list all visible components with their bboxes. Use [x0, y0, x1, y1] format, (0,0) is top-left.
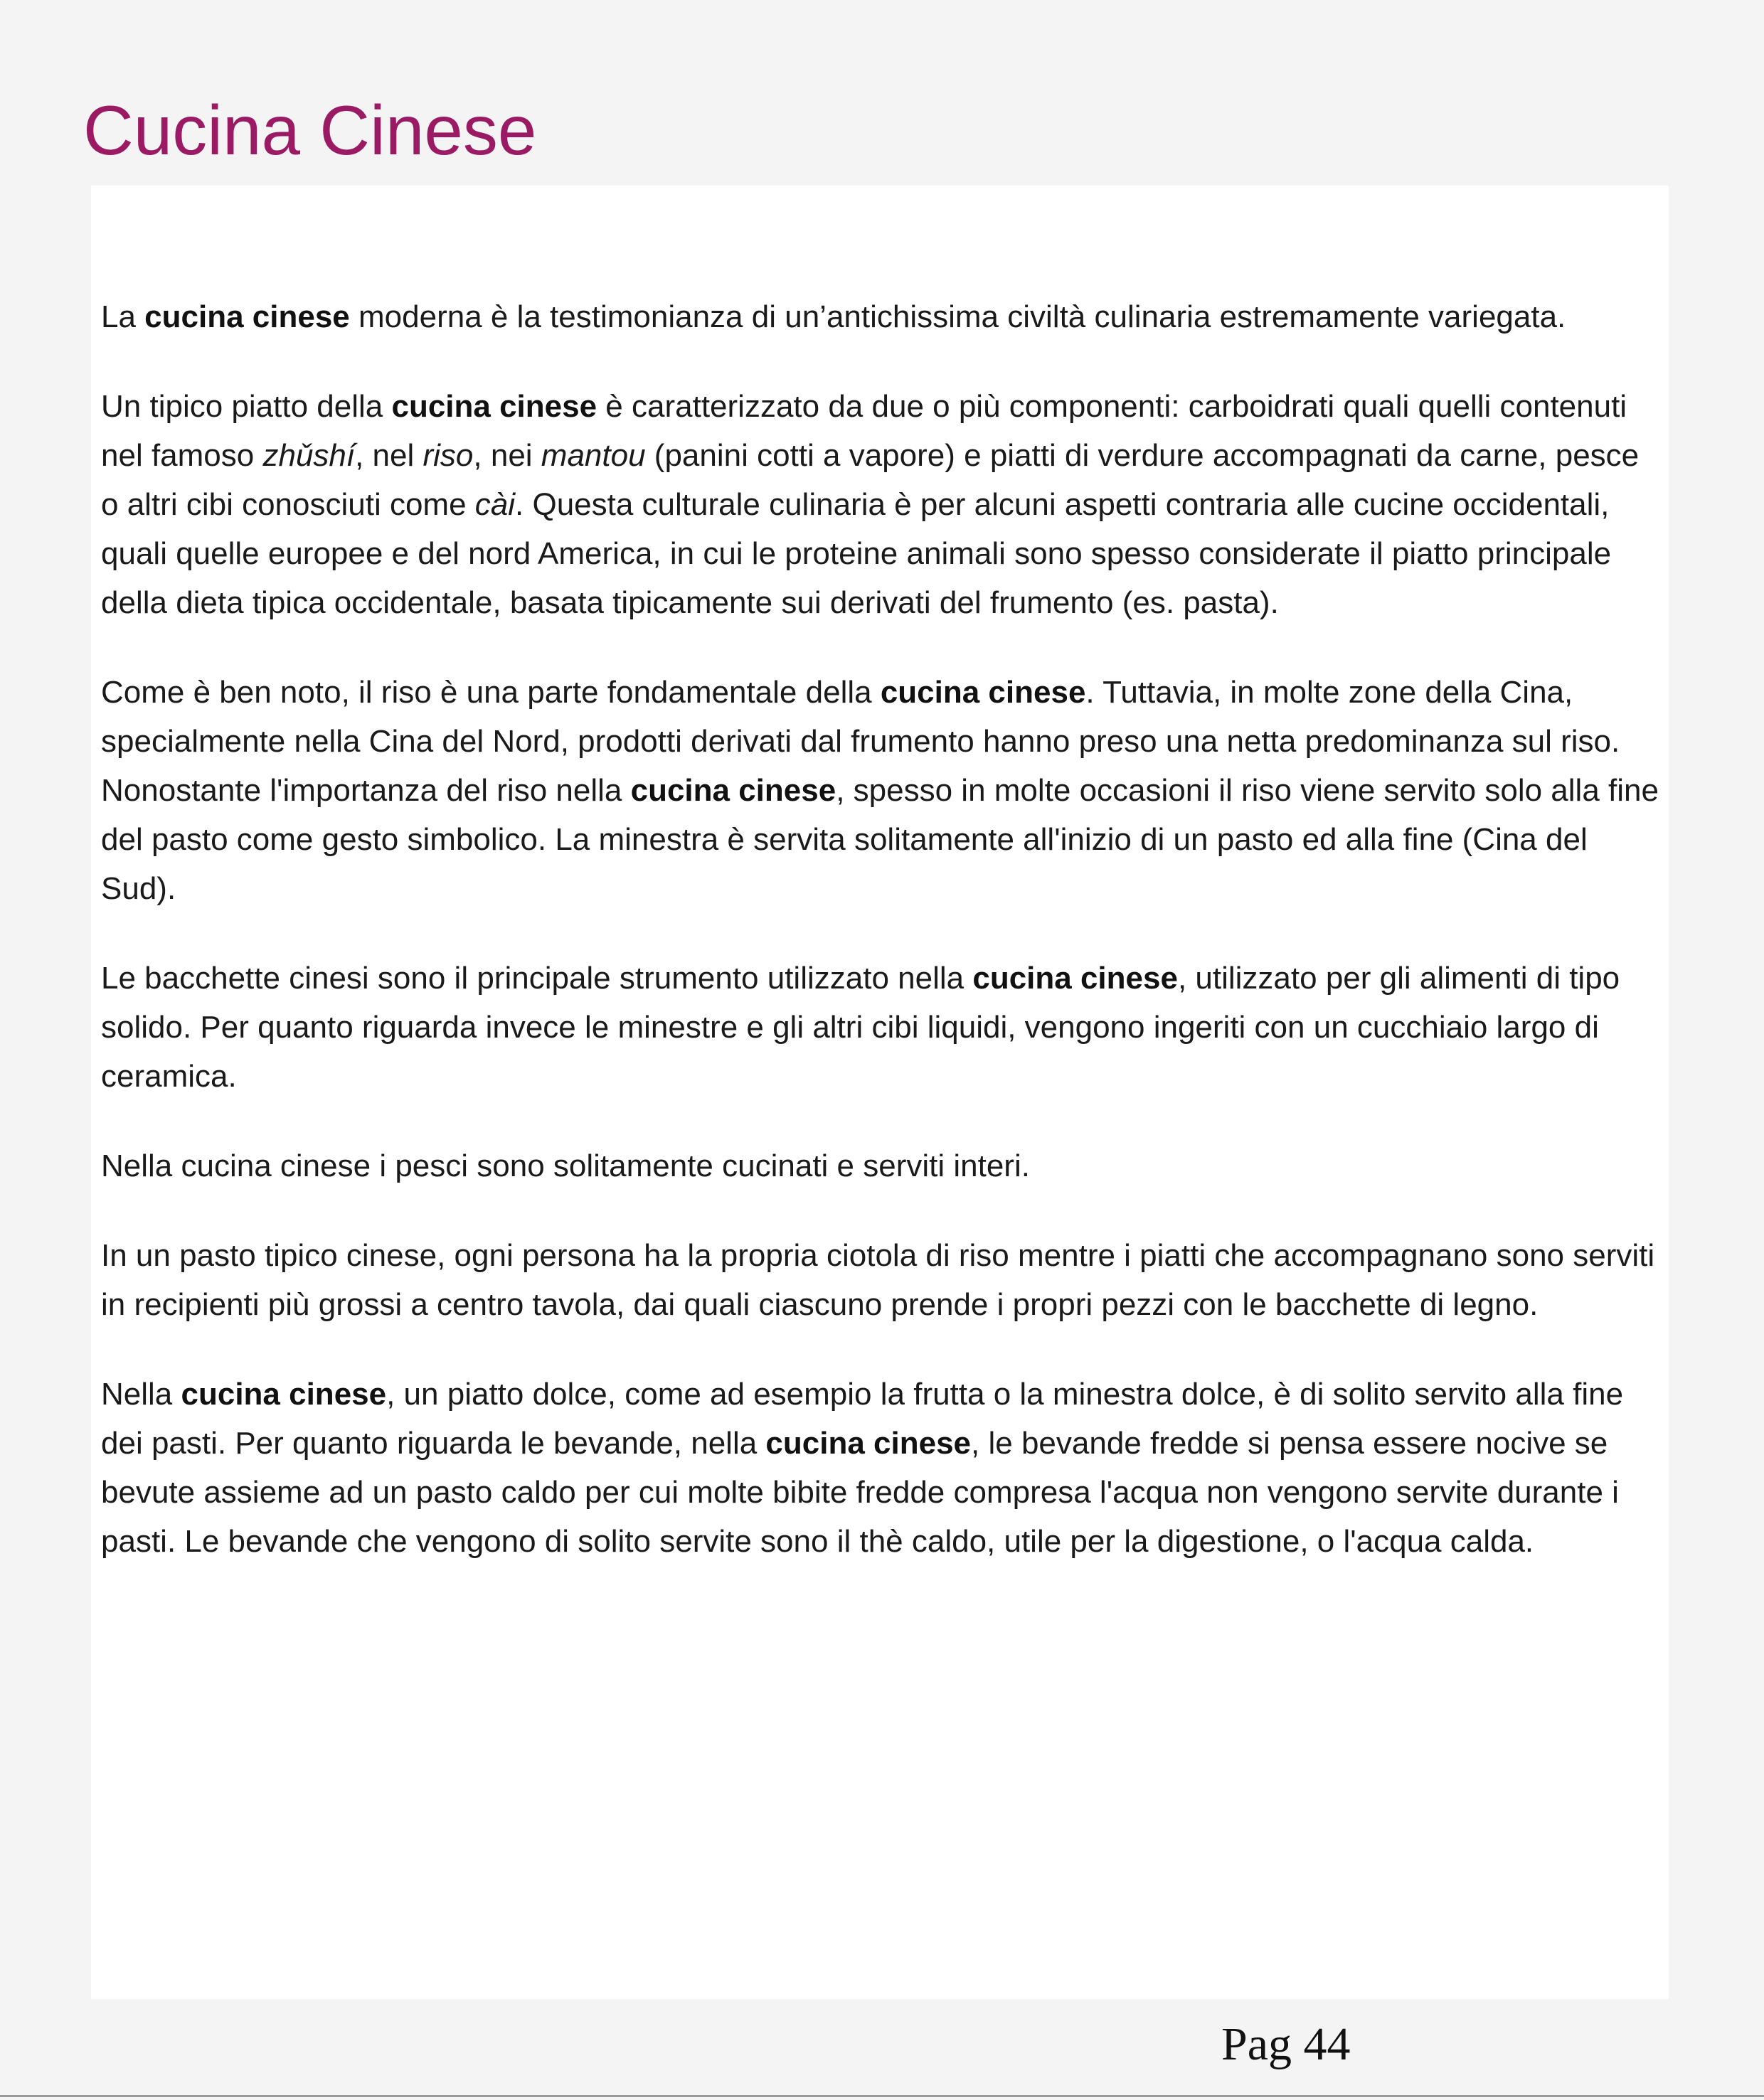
bold-term: cucina cinese: [880, 675, 1086, 710]
text-run: , le bevande fredde si pensa essere nocive se bevute assieme ad un pasto caldo per cui molte bibite fredde compresa l'acqua non vengono servite durante i pasti. Le bevande che vengono di solito servite sono il thè caldo, utile per la digestione, o l'acqua calda.: [101, 1426, 1619, 1559]
bold-term: cucina cinese: [765, 1426, 972, 1461]
bold-term: cucina cinese: [391, 389, 597, 424]
italic-term: mantou: [541, 438, 646, 473]
italic-term: cài: [474, 487, 516, 522]
paragraph: [101, 1231, 1663, 1329]
bold-term: cucina cinese: [630, 773, 836, 808]
text-run: Come è ben noto, il riso è una parte fondamentale della: [101, 675, 881, 710]
text-run: La: [101, 299, 145, 334]
text-run: Le bacchette cinesi sono il principale strumento utilizzato nella: [101, 961, 973, 996]
text-run: , nei: [473, 438, 541, 473]
text-run: moderna è la testimonianza di un’antichissima civiltà culinaria estremamente variegata.: [349, 299, 1566, 334]
text-run: Nella cucina cinese i pesci sono solitamente cucinati e serviti interi.: [101, 1148, 1030, 1183]
text-run: , nel: [355, 438, 423, 473]
paragraph: [101, 954, 1663, 1101]
page-title: Cucina Cinese: [83, 91, 537, 169]
bold-term: cucina cinese: [972, 961, 1178, 996]
italic-term: riso: [423, 438, 474, 473]
text-run: , utilizzato per gli alimenti di tipo solido. Per quanto riguarda invece le minestre e gli altri cibi liquidi, vengono ingeriti con un cucchiaio largo di ceramica.: [101, 961, 1620, 1094]
paragraph: [101, 1141, 1663, 1190]
bold-term: cucina cinese: [144, 299, 350, 334]
paragraph: [101, 382, 1663, 627]
bottom-rule: [0, 2095, 1764, 2097]
content-box: [91, 186, 1669, 1999]
text-run: . Tuttavia, in molte zone della Cina, specialmente nella Cina del Nord, prodotti derivati dal frumento hanno preso una netta predominanza sul riso. Nonostante l'importanza del riso nella: [101, 675, 1620, 808]
text-run: , un piatto dolce, come ad esempio la frutta o la minestra dolce, è di solito servito alla fine dei pasti. Per quanto riguarda le bevande, nella: [101, 1377, 1624, 1461]
text-run: Nella: [101, 1377, 181, 1412]
paragraph: [101, 1370, 1663, 1566]
text-run: è caratterizzato da due o più componenti: carboidrati quali quelli contenuti nel famoso: [101, 389, 1627, 473]
text-run: (panini cotti a vapore) e piatti di verdure accompagnati da carne, pesce o altri cibi conosciuti come: [101, 438, 1640, 522]
text-run: In un pasto tipico cinese, ogni persona ha la propria ciotola di riso mentre i piatti che accompagnano sono serviti in recipienti più grossi a centro tavola, dai quali ciascuno prende i propri pezzi con le bacchette di legno.: [101, 1238, 1655, 1322]
paragraph: [101, 292, 1663, 341]
article-body: [101, 292, 1663, 1606]
italic-term: zhǔshí: [262, 438, 356, 473]
text-run: Un tipico piatto della: [101, 389, 392, 424]
page-number: Pag 44: [1221, 2018, 1351, 2070]
bold-term: cucina cinese: [181, 1377, 387, 1412]
text-run: . Questa culturale culinaria è per alcuni aspetti contraria alle cucine occidentali, quali quelle europee e del nord America, in cui le proteine animali sono spesso considerate il piatto principale della dieta tipica occidentale, basata tipicamente sui derivati del frumento (es. pasta).: [101, 487, 1612, 620]
paragraph: [101, 668, 1663, 913]
text-run: , spesso in molte occasioni il riso viene servito solo alla fine del pasto come gesto simbolico. La minestra è servita solitamente all'inizio di un pasto ed alla fine (Cina del Sud).: [101, 773, 1659, 906]
